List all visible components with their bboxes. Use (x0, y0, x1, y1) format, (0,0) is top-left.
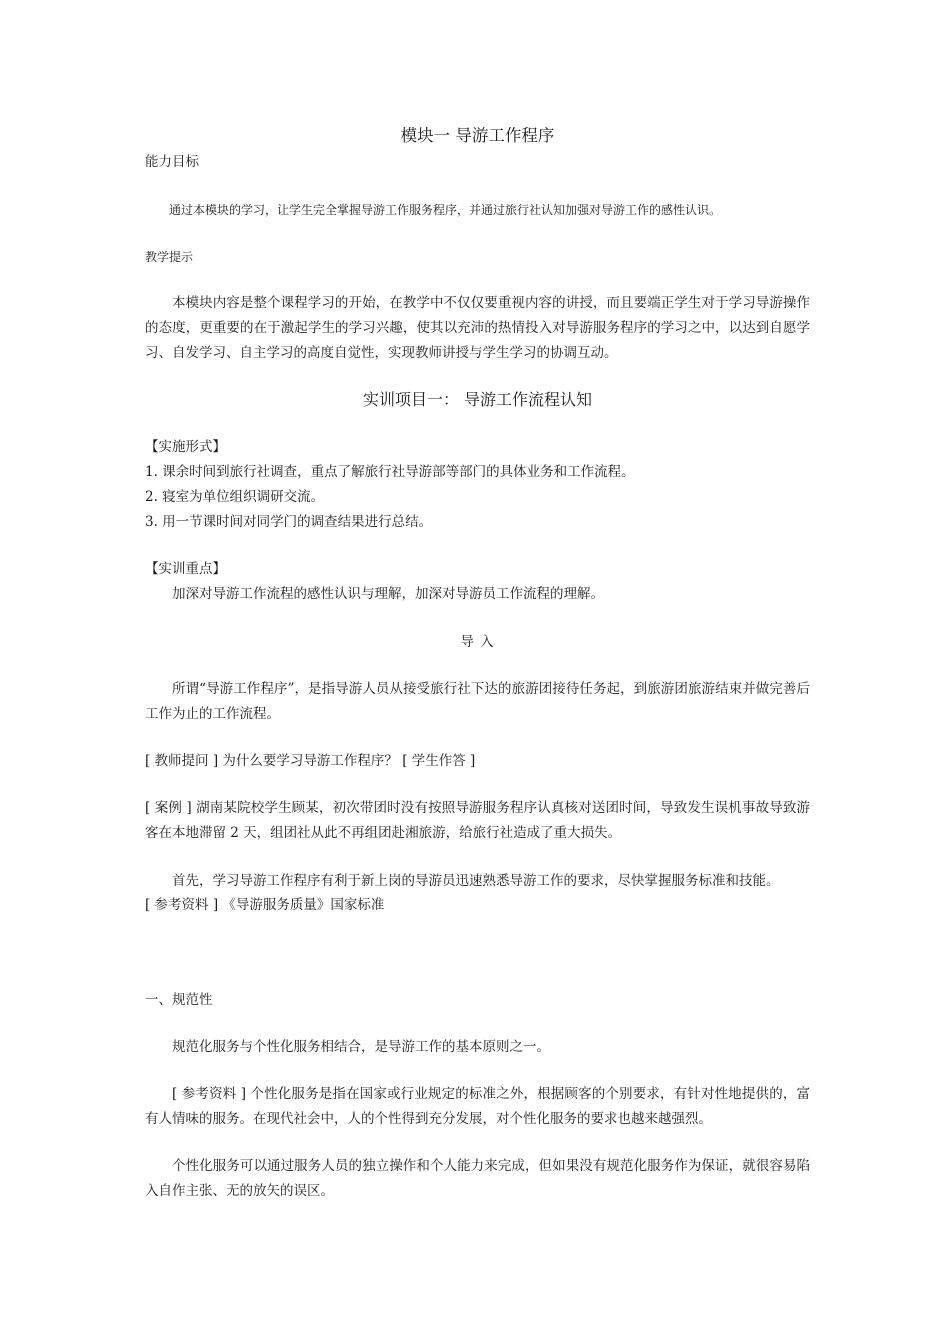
form-item-3: 3. 用一节课时间对同学门的调查结果进行总结。 (145, 514, 433, 530)
teaching-heading: 教学提示 (145, 250, 194, 264)
focus-heading: 【实训重点】 (145, 561, 226, 577)
form-item-1: 1. 课余时间到旅行社调查，重点了解旅行社导游部等部门的具体业务和工作流程。 (145, 464, 635, 480)
form-heading: 【实施形式】 (145, 439, 226, 455)
focus-text: 加深对导游工作流程的感性认识与理解，加深对导游员工作流程的理解。 (172, 586, 604, 602)
teaching-text: 本模块内容是整个课程学习的开始，在教学中不仅仅要重视内容的讲授，而且要端正学生对于学习导游操作的态度，更重要的在于激起学生的学习兴趣，使其以充沛的热情投入对导游服务程序的学习之中，以达到自愿学习、自发学习、自主学习的高度自觉性，实现教师讲授与学生学习的协调互动。 (145, 295, 810, 361)
intro-text: 所谓“导游工作程序”，是指导游人员从接受旅行社下达的旅游团接待任务起，到旅游团旅游结束并做完善后工作为止的工作流程。 (145, 681, 810, 722)
section-one-heading: 一、规范性 (145, 992, 213, 1008)
case-text: [ 案例 ] 湖南某院校学生顾某，初次带团时没有按照导游服务程序认真核对送团时间，导致发生误机事故导致游客在本地滞留 2 天，组团社从此不再组团赴湘旅游，给旅行社造成了重大损失。 (145, 800, 810, 841)
ability-text: 通过本模块的学习，让学生完全掌握导游工作服务程序，并通过旅行社认知加强对导游工作的感性认识。 (169, 203, 722, 217)
section-one-para1: 规范化服务与个性化服务相结合，是导游工作的基本原则之一。 (172, 1039, 550, 1055)
section-one-para3: 个性化服务可以通过服务人员的独立操作和个人能力来完成，但如果没有规范化服务作为保证，就很容易陷入自作主张、无的放矢的误区。 (145, 1158, 810, 1199)
section-one-para2: [ 参考资料 ] 个性化服务是指在国家或行业规定的标准之外，根据顾客的个别要求，有针对性地提供的，富有人情味的服务。在现代社会中，人的个性得到充分发展，对个性化服务的要求也越来越强烈。 (145, 1086, 810, 1127)
form-item-2: 2. 寝室为单位组织调研交流。 (145, 489, 325, 505)
reference-line: [ 参考资料 ] 《导游服务质量》国家标准 (145, 897, 385, 913)
first-text: 首先，学习导游工作程序有利于新上岗的导游员迅速熟悉导游工作的要求，尽快掌握服务标准和技能。 (172, 873, 780, 889)
question-line: [ 教师提问 ] 为什么要学习导游工作程序？ [ 学生作答 ] (145, 753, 476, 769)
ability-heading: 能力目标 (145, 154, 199, 170)
module-title: 模块一 导游工作程序 (400, 126, 555, 145)
project-title: 实训项目一： 导游工作流程认知 (362, 390, 593, 409)
intro-heading: 导 入 (460, 634, 495, 650)
